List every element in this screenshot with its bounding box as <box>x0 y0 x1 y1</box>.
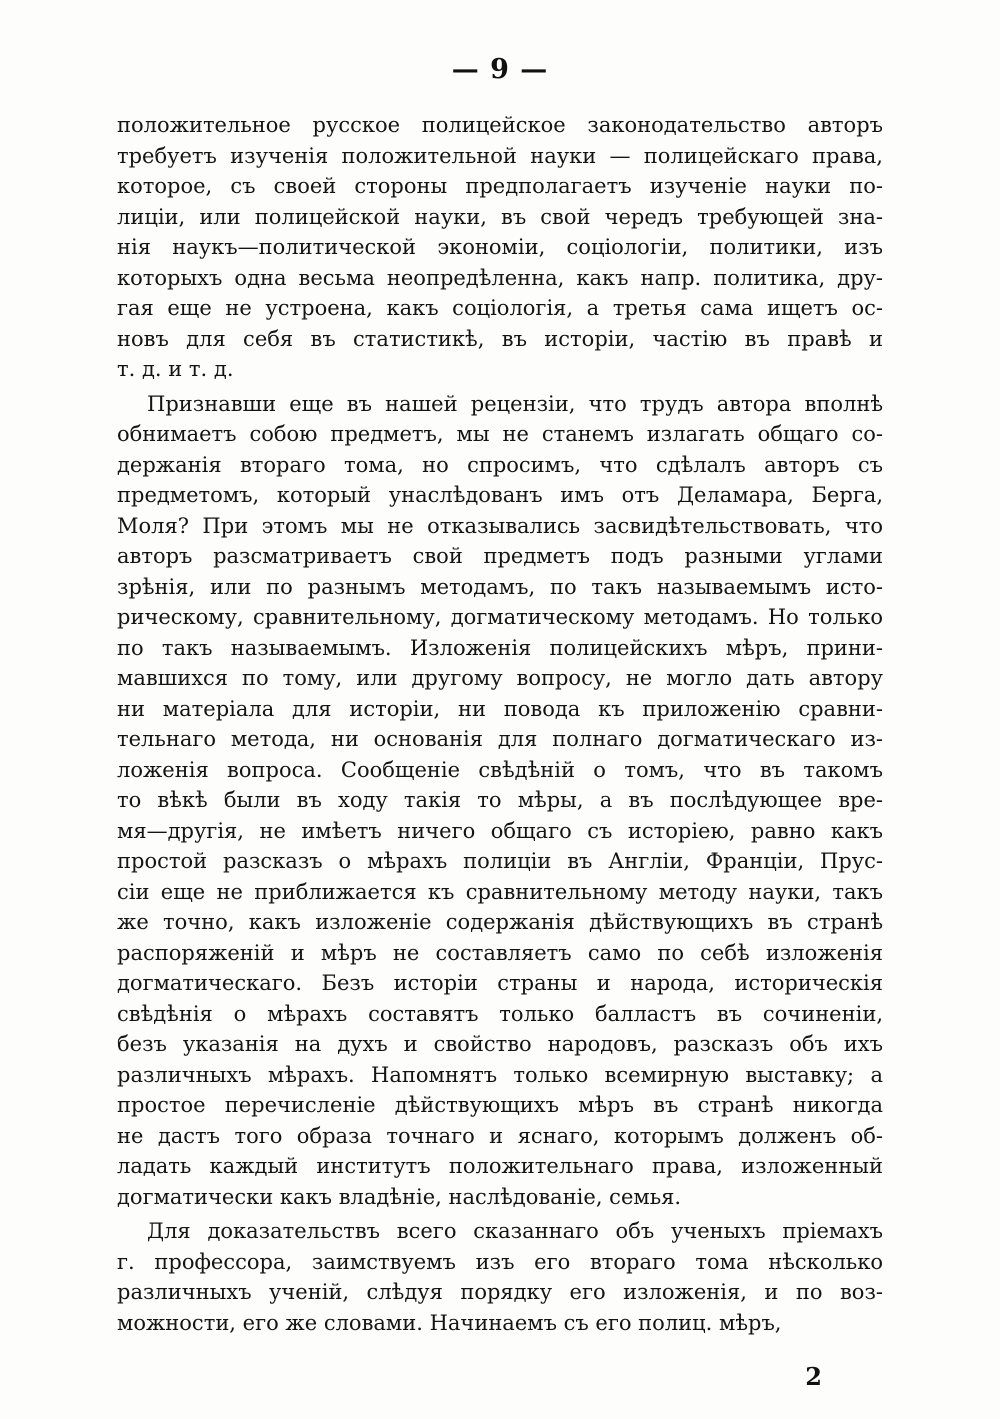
text-line: которое, съ своей стороны предполагаетъ изученіе науки по- <box>117 174 883 198</box>
text-line: можности, его же словами. Начинаемъ съ его полиц. мѣръ, <box>117 1310 782 1335</box>
text-line: гая еще не устроена, какъ соціологія, а третья сама ищетъ ос- <box>117 296 883 320</box>
text-line: Моля? При этомъ мы не отказывались засвидѣтельствовать, что <box>117 513 883 538</box>
text-line: новъ для себя въ статистикѣ, въ исторіи, частію въ правѣ и <box>117 326 883 351</box>
text-line: рическому, сравнительному, догматическому методамъ. Но только <box>117 605 883 629</box>
text-line: различныхъ мѣрахъ. Напомнятъ только всемирную выставку; а <box>117 1062 883 1087</box>
paragraph <box>117 1216 883 1338</box>
text-line: не дастъ того образа точнаго и яснаго, которымъ долженъ об- <box>117 1123 883 1148</box>
text-line: обнимаетъ собою предметъ, мы не станемъ излагать общаго со- <box>117 422 883 446</box>
text-line: то вѣкѣ были въ ходу такія то мѣры, а въ послѣдующее вре- <box>117 788 883 812</box>
text-line: Признавши еще въ нашей рецензіи, что трудъ автора вполнѣ <box>147 391 883 416</box>
text-line: безъ указанія на духъ и свойство народовъ, разсказъ объ ихъ <box>117 1032 883 1056</box>
paragraph <box>117 110 883 385</box>
text-line: зрѣнія, или по разнымъ методамъ, по такъ называемымъ исто- <box>117 574 883 599</box>
text-line: же точно, какъ изложеніе содержанія дѣйствующихъ въ странѣ <box>117 910 883 934</box>
signature-mark: 2 <box>805 1362 822 1391</box>
paragraph <box>117 389 883 1213</box>
text-line: тельнаго метода, ни основанія для полнаго догматическаго из- <box>117 727 883 751</box>
text-line: положительное русское полицейское законодательство авторъ <box>117 113 883 137</box>
text-line: различныхъ ученій, слѣдуя порядку его изложенія, и по воз- <box>117 1280 883 1304</box>
text-line: г. профессора, заимствуемъ изъ его втораго тома нѣсколько <box>117 1249 883 1274</box>
text-line: мя—другія, не имѣетъ ничего общаго съ исторіею, равно какъ <box>117 818 883 843</box>
body-text <box>117 110 883 1338</box>
text-line: по такъ называемымъ. Изложенія полицейскихъ мѣръ, прини- <box>117 635 883 660</box>
text-line: распоряженій и мѣръ не составляетъ само по себѣ изложенія <box>117 940 883 965</box>
text-line: мавшихся по тому, или другому вопросу, не могло дать автору <box>117 666 883 690</box>
text-line: держанія втораго тома, но спросимъ, что сдѣлалъ авторъ съ <box>117 452 883 477</box>
text-line: простой разсказъ о мѣрахъ полиціи въ Англіи, Франціи, Прус- <box>117 849 883 873</box>
text-line: авторъ разсматриваетъ свой предметъ подъ разными углами <box>117 544 883 568</box>
text-line: предметомъ, который унаслѣдованъ имъ отъ Деламара, Берга, <box>117 483 883 507</box>
text-line: ложенія вопроса. Сообщеніе свѣдѣній о томъ, что въ такомъ <box>117 757 883 782</box>
text-line: лиціи, или полицейской науки, въ свой чередъ требующей зна- <box>117 204 883 229</box>
text-line: ладать каждый институтъ положительнаго права, изложенный <box>117 1154 883 1178</box>
text-line: требуетъ изученія положительной науки — полицейскаго права, <box>117 143 883 168</box>
text-line: догматически какъ владѣніе, наслѣдованіе, семья. <box>117 1184 682 1209</box>
text-line: ни матеріала для исторіи, ни повода къ приложенію сравни- <box>117 696 883 721</box>
text-line: нія наукъ—политической экономіи, соціологіи, политики, изъ <box>117 235 883 259</box>
text-line: догматическаго. Безъ исторіи страны и народа, историческія <box>117 971 883 995</box>
text-line: Для доказательствъ всего сказаннаго объ ученыхъ пріемахъ <box>147 1219 883 1243</box>
page-number: — 9 — <box>451 54 549 85</box>
text-line: простое перечисленіе дѣйствующихъ мѣръ въ странѣ никогда <box>117 1093 883 1117</box>
text-line: свѣдѣнія о мѣрахъ составятъ только балластъ въ сочиненіи, <box>117 1001 883 1026</box>
text-line: т. д. и т. д. <box>117 357 234 381</box>
text-line: которыхъ одна весьма неопредѣленна, какъ напр. политика, дру- <box>117 265 883 290</box>
text-line: сіи еще не приближается къ сравнительному методу науки, такъ <box>117 879 883 904</box>
